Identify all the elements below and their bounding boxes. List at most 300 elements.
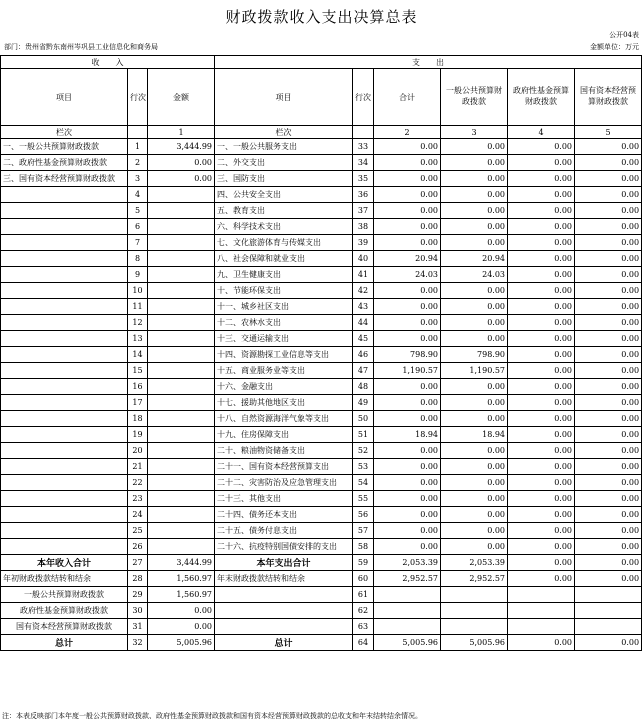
total-amount-cell: 0.00 [374, 443, 441, 459]
gov-fund-amount-cell: 0.00 [508, 251, 575, 267]
income-item-cell [1, 219, 128, 235]
table-row [1, 523, 642, 539]
gov-fund-amount-cell [508, 619, 575, 635]
general-budget-amount-cell [441, 619, 508, 635]
income-item-cell: 年初财政拨款结转和结余 [1, 571, 128, 587]
income-amount-cell: 0.00 [148, 603, 215, 619]
col-expense-item: 项目 [215, 69, 353, 126]
table-row [1, 315, 642, 331]
gov-fund-amount-cell: 0.00 [508, 411, 575, 427]
table-row [1, 555, 642, 571]
expense-line-cell: 53 [353, 459, 374, 475]
table-row [1, 299, 642, 315]
income-amount-cell [148, 315, 215, 331]
soe-budget-amount-cell: 0.00 [575, 347, 642, 363]
expense-line-cell: 45 [353, 331, 374, 347]
table-row [1, 155, 642, 171]
gov-fund-amount-cell: 0.00 [508, 523, 575, 539]
gov-fund-amount-cell: 0.00 [508, 635, 575, 651]
soe-budget-amount-cell: 0.00 [575, 555, 642, 571]
expense-line-cell: 52 [353, 443, 374, 459]
table-row [1, 571, 642, 587]
general-budget-amount-cell: 798.90 [441, 347, 508, 363]
gov-fund-amount-cell: 0.00 [508, 443, 575, 459]
general-budget-amount-cell: 0.00 [441, 459, 508, 475]
table-row [1, 603, 642, 619]
general-budget-amount-cell: 1,190.57 [441, 363, 508, 379]
expense-item-cell: 十九、住房保障支出 [215, 427, 353, 443]
income-line-cell: 25 [128, 523, 148, 539]
total-amount-cell: 0.00 [374, 299, 441, 315]
income-item-cell: 一般公共预算财政拨款 [1, 587, 128, 603]
expense-section-header: 支 出 [215, 56, 642, 69]
total-amount-cell [374, 587, 441, 603]
table-row [1, 203, 642, 219]
soe-budget-amount-cell: 0.00 [575, 315, 642, 331]
expense-line-cell: 38 [353, 219, 374, 235]
soe-budget-amount-cell: 0.00 [575, 363, 642, 379]
soe-budget-amount-cell [575, 603, 642, 619]
expense-line-cell: 39 [353, 235, 374, 251]
income-item-cell [1, 539, 128, 555]
income-amount-cell [148, 203, 215, 219]
income-item-cell [1, 251, 128, 267]
header-row-column-numbers [1, 126, 642, 139]
income-amount-cell [148, 475, 215, 491]
soe-budget-amount-cell: 0.00 [575, 507, 642, 523]
expense-line-cell: 42 [353, 283, 374, 299]
expense-item-cell: 七、文化旅游体育与传媒支出 [215, 235, 353, 251]
general-budget-amount-cell: 0.00 [441, 379, 508, 395]
soe-budget-amount-cell: 0.00 [575, 523, 642, 539]
page-title: 财政拨款收入支出决算总表 [225, 8, 418, 26]
income-line-cell: 28 [128, 571, 148, 587]
income-amount-cell: 3,444.99 [148, 139, 215, 155]
header-row-section [1, 56, 642, 69]
expense-item-cell: 二十、粮油物资储备支出 [215, 443, 353, 459]
budget-table [0, 55, 642, 651]
income-item-cell [1, 459, 128, 475]
total-amount-cell: 2,053.39 [374, 555, 441, 571]
income-item-cell [1, 187, 128, 203]
income-amount-cell [148, 363, 215, 379]
table-row [1, 475, 642, 491]
total-amount-cell: 0.00 [374, 459, 441, 475]
income-item-cell: 国有资本经营预算财政拨款 [1, 619, 128, 635]
soe-budget-amount-cell: 0.00 [575, 395, 642, 411]
expense-line-cell: 58 [353, 539, 374, 555]
table-row [1, 491, 642, 507]
total-amount-cell: 5,005.96 [374, 635, 441, 651]
col-total: 合计 [374, 69, 441, 126]
income-amount-cell: 3,444.99 [148, 555, 215, 571]
form-code: 公开04表 [609, 31, 639, 39]
col-income-amount: 金额 [148, 69, 215, 126]
gov-fund-amount-cell: 0.00 [508, 427, 575, 443]
income-amount-cell [148, 427, 215, 443]
expense-item-cell: 十四、资源勘探工业信息等支出 [215, 347, 353, 363]
total-amount-cell: 0.00 [374, 139, 441, 155]
income-item-cell [1, 203, 128, 219]
expense-line-cell: 44 [353, 315, 374, 331]
income-amount-cell [148, 523, 215, 539]
total-amount-cell: 0.00 [374, 155, 441, 171]
expense-line-cell: 34 [353, 155, 374, 171]
income-item-cell [1, 363, 128, 379]
general-budget-amount-cell: 0.00 [441, 235, 508, 251]
income-item-cell: 二、政府性基金预算财政拨款 [1, 155, 128, 171]
income-line-cell: 1 [128, 139, 148, 155]
soe-budget-amount-cell: 0.00 [575, 459, 642, 475]
soe-budget-amount-cell: 0.00 [575, 475, 642, 491]
gov-fund-amount-cell: 0.00 [508, 155, 575, 171]
income-amount-cell: 0.00 [148, 619, 215, 635]
table-row [1, 251, 642, 267]
gov-fund-amount-cell: 0.00 [508, 203, 575, 219]
table-row [1, 187, 642, 203]
gov-fund-amount-cell: 0.00 [508, 347, 575, 363]
income-amount-cell [148, 299, 215, 315]
income-line-cell: 32 [128, 635, 148, 651]
soe-budget-amount-cell: 0.00 [575, 187, 642, 203]
col-gov-fund: 政府性基金预算财政拨款 [508, 69, 575, 126]
footnote: 注：本表反映部门本年度一般公共预算财政拨款、政府性基金预算财政拨款和国有资本经营预算财政拨款的总收支和年末结转结余情况。 [2, 712, 422, 720]
expense-item-cell: 六、科学技术支出 [215, 219, 353, 235]
income-amount-cell [148, 251, 215, 267]
col-income-item: 项目 [1, 69, 128, 126]
income-amount-cell [148, 395, 215, 411]
soe-budget-amount-cell: 0.00 [575, 571, 642, 587]
income-amount-cell [148, 539, 215, 555]
total-amount-cell: 0.00 [374, 491, 441, 507]
expense-line-cell: 47 [353, 363, 374, 379]
col-number-2: 2 [374, 126, 441, 139]
expense-line-cell: 40 [353, 251, 374, 267]
total-amount-cell: 0.00 [374, 315, 441, 331]
total-amount-cell: 24.03 [374, 267, 441, 283]
expense-item-cell: 九、卫生健康支出 [215, 267, 353, 283]
expense-line-cell: 37 [353, 203, 374, 219]
income-item-cell: 政府性基金预算财政拨款 [1, 603, 128, 619]
total-amount-cell: 18.94 [374, 427, 441, 443]
expense-line-cell: 35 [353, 171, 374, 187]
gov-fund-amount-cell: 0.00 [508, 379, 575, 395]
table-row [1, 427, 642, 443]
income-section-header: 收 入 [1, 56, 215, 69]
unit-label: 金额单位：万元 [590, 43, 639, 51]
income-line-cell: 4 [128, 187, 148, 203]
table-row [1, 619, 642, 635]
income-amount-cell: 1,560.97 [148, 587, 215, 603]
income-amount-cell [148, 411, 215, 427]
income-item-cell: 一、一般公共预算财政拨款 [1, 139, 128, 155]
col-number-1: 1 [148, 126, 215, 139]
income-line-cell: 2 [128, 155, 148, 171]
soe-budget-amount-cell: 0.00 [575, 331, 642, 347]
income-line-cell: 27 [128, 555, 148, 571]
expense-line-cell: 41 [353, 267, 374, 283]
expense-item-cell: 二十五、债务付息支出 [215, 523, 353, 539]
soe-budget-amount-cell: 0.00 [575, 219, 642, 235]
general-budget-amount-cell: 2,952.57 [441, 571, 508, 587]
income-line-cell: 20 [128, 443, 148, 459]
income-amount-cell [148, 347, 215, 363]
income-amount-cell [148, 459, 215, 475]
income-line-cell: 6 [128, 219, 148, 235]
table-row [1, 363, 642, 379]
total-amount-cell: 798.90 [374, 347, 441, 363]
total-amount-cell: 0.00 [374, 171, 441, 187]
table-row [1, 219, 642, 235]
gov-fund-amount-cell: 0.00 [508, 331, 575, 347]
gov-fund-amount-cell: 0.00 [508, 283, 575, 299]
income-amount-cell [148, 219, 215, 235]
total-amount-cell: 0.00 [374, 187, 441, 203]
total-amount-cell: 0.00 [374, 539, 441, 555]
soe-budget-amount-cell: 0.00 [575, 235, 642, 251]
general-budget-amount-cell: 18.94 [441, 427, 508, 443]
income-amount-cell [148, 235, 215, 251]
income-amount-cell [148, 491, 215, 507]
col-number-4: 4 [508, 126, 575, 139]
expense-line-cell: 56 [353, 507, 374, 523]
expense-item-cell: 二、外交支出 [215, 155, 353, 171]
gov-fund-amount-cell: 0.00 [508, 491, 575, 507]
col-expense-line: 行次 [353, 69, 374, 126]
income-item-cell [1, 267, 128, 283]
general-budget-amount-cell: 0.00 [441, 507, 508, 523]
expense-item-cell: 一、一般公共服务支出 [215, 139, 353, 155]
table-row [1, 459, 642, 475]
expense-line-cell: 49 [353, 395, 374, 411]
soe-budget-amount-cell: 0.00 [575, 171, 642, 187]
table-row [1, 379, 642, 395]
income-item-cell [1, 315, 128, 331]
income-line-cell: 16 [128, 379, 148, 395]
table-row [1, 587, 642, 603]
total-amount-cell: 0.00 [374, 507, 441, 523]
income-line-cell: 10 [128, 283, 148, 299]
income-item-cell [1, 395, 128, 411]
income-line-cell: 19 [128, 427, 148, 443]
general-budget-amount-cell: 0.00 [441, 443, 508, 459]
total-amount-cell: 0.00 [374, 235, 441, 251]
income-line-cell: 23 [128, 491, 148, 507]
department-label: 部门：贵州省黔东南州岑巩县工业信息化和商务局 [4, 43, 158, 51]
soe-budget-amount-cell: 0.00 [575, 139, 642, 155]
income-line-cell: 29 [128, 587, 148, 603]
general-budget-amount-cell: 0.00 [441, 475, 508, 491]
income-amount-cell [148, 283, 215, 299]
income-line-cell: 3 [128, 171, 148, 187]
expense-item-cell: 五、教育支出 [215, 203, 353, 219]
gov-fund-amount-cell: 0.00 [508, 315, 575, 331]
table-row [1, 507, 642, 523]
col-income-line: 行次 [128, 69, 148, 126]
general-budget-amount-cell: 0.00 [441, 411, 508, 427]
general-budget-amount-cell: 0.00 [441, 491, 508, 507]
income-line-cell: 9 [128, 267, 148, 283]
gov-fund-amount-cell: 0.00 [508, 267, 575, 283]
gov-fund-amount-cell: 0.00 [508, 187, 575, 203]
expense-line-cell: 43 [353, 299, 374, 315]
general-budget-amount-cell: 0.00 [441, 283, 508, 299]
income-item-cell [1, 379, 128, 395]
table-row [1, 395, 642, 411]
soe-budget-amount-cell: 0.00 [575, 443, 642, 459]
income-amount-cell [148, 443, 215, 459]
expense-line-cell: 46 [353, 347, 374, 363]
income-line-cell: 5 [128, 203, 148, 219]
income-item-cell [1, 331, 128, 347]
gov-fund-amount-cell: 0.00 [508, 475, 575, 491]
gov-fund-amount-cell [508, 603, 575, 619]
general-budget-amount-cell: 0.00 [441, 219, 508, 235]
income-item-cell [1, 491, 128, 507]
gov-fund-amount-cell: 0.00 [508, 571, 575, 587]
total-amount-cell: 0.00 [374, 219, 441, 235]
expense-item-cell: 二十一、国有资本经营预算支出 [215, 459, 353, 475]
soe-budget-amount-cell: 0.00 [575, 427, 642, 443]
total-amount-cell: 0.00 [374, 283, 441, 299]
expense-item-cell: 年末财政拨款结转和结余 [215, 571, 353, 587]
income-amount-cell [148, 331, 215, 347]
gov-fund-amount-cell: 0.00 [508, 139, 575, 155]
expense-item-cell: 四、公共安全支出 [215, 187, 353, 203]
income-item-cell: 本年收入合计 [1, 555, 128, 571]
total-amount-cell: 0.00 [374, 395, 441, 411]
income-line-cell: 15 [128, 363, 148, 379]
table-row [1, 411, 642, 427]
general-budget-amount-cell: 0.00 [441, 315, 508, 331]
income-amount-cell: 1,560.97 [148, 571, 215, 587]
soe-budget-amount-cell: 0.00 [575, 635, 642, 651]
income-item-cell [1, 523, 128, 539]
income-line-cell: 21 [128, 459, 148, 475]
expense-item-cell: 十五、商业服务业等支出 [215, 363, 353, 379]
income-line-cell: 17 [128, 395, 148, 411]
income-line-cell: 24 [128, 507, 148, 523]
expense-item-cell: 八、社会保障和就业支出 [215, 251, 353, 267]
table-row [1, 347, 642, 363]
col-label-expense: 栏次 [215, 126, 353, 139]
expense-item-cell: 二十二、灾害防治及应急管理支出 [215, 475, 353, 491]
soe-budget-amount-cell: 0.00 [575, 411, 642, 427]
income-item-cell: 三、国有资本经营预算财政拨款 [1, 171, 128, 187]
general-budget-amount-cell: 24.03 [441, 267, 508, 283]
general-budget-amount-cell: 0.00 [441, 299, 508, 315]
income-amount-cell [148, 379, 215, 395]
soe-budget-amount-cell: 0.00 [575, 283, 642, 299]
general-budget-amount-cell [441, 587, 508, 603]
income-line-cell: 13 [128, 331, 148, 347]
total-amount-cell [374, 619, 441, 635]
col-general-budget: 一般公共预算财政拨款 [441, 69, 508, 126]
expense-item-cell [215, 587, 353, 603]
total-amount-cell: 0.00 [374, 411, 441, 427]
income-line-cell: 22 [128, 475, 148, 491]
total-amount-cell: 0.00 [374, 379, 441, 395]
table-row [1, 171, 642, 187]
income-item-cell [1, 235, 128, 251]
income-item-cell [1, 411, 128, 427]
income-line-cell: 14 [128, 347, 148, 363]
expense-item-cell: 三、国防支出 [215, 171, 353, 187]
income-line-cell: 11 [128, 299, 148, 315]
expense-line-cell: 60 [353, 571, 374, 587]
total-amount-cell: 2,952.57 [374, 571, 441, 587]
total-amount-cell [374, 603, 441, 619]
expense-item-cell: 二十六、抗疫特别国债安排的支出 [215, 539, 353, 555]
expense-item-cell: 本年支出合计 [215, 555, 353, 571]
expense-line-cell: 48 [353, 379, 374, 395]
income-amount-cell [148, 267, 215, 283]
table-row [1, 635, 642, 651]
table-row [1, 443, 642, 459]
gov-fund-amount-cell: 0.00 [508, 539, 575, 555]
gov-fund-amount-cell: 0.00 [508, 299, 575, 315]
gov-fund-amount-cell: 0.00 [508, 235, 575, 251]
income-amount-cell: 0.00 [148, 171, 215, 187]
general-budget-amount-cell: 0.00 [441, 203, 508, 219]
soe-budget-amount-cell: 0.00 [575, 155, 642, 171]
soe-budget-amount-cell: 0.00 [575, 299, 642, 315]
soe-budget-amount-cell: 0.00 [575, 267, 642, 283]
soe-budget-amount-cell: 0.00 [575, 379, 642, 395]
income-item-cell [1, 475, 128, 491]
expense-item-cell: 十七、援助其他地区支出 [215, 395, 353, 411]
expense-line-cell: 51 [353, 427, 374, 443]
income-item-cell [1, 507, 128, 523]
income-line-cell: 12 [128, 315, 148, 331]
general-budget-amount-cell: 0.00 [441, 523, 508, 539]
income-amount-cell [148, 507, 215, 523]
general-budget-amount-cell: 0.00 [441, 187, 508, 203]
expense-line-cell: 64 [353, 635, 374, 651]
income-line-cell: 7 [128, 235, 148, 251]
gov-fund-amount-cell [508, 587, 575, 603]
total-amount-cell: 20.94 [374, 251, 441, 267]
expense-line-cell: 36 [353, 187, 374, 203]
expense-line-cell: 33 [353, 139, 374, 155]
col-label-income: 栏次 [1, 126, 128, 139]
general-budget-amount-cell: 20.94 [441, 251, 508, 267]
expense-item-cell: 十一、城乡社区支出 [215, 299, 353, 315]
expense-item-cell: 十六、金融支出 [215, 379, 353, 395]
table-row [1, 331, 642, 347]
expense-item-cell: 十二、农林水支出 [215, 315, 353, 331]
expense-item-cell: 十三、交通运输支出 [215, 331, 353, 347]
table-row [1, 139, 642, 155]
soe-budget-amount-cell: 0.00 [575, 251, 642, 267]
table-row [1, 235, 642, 251]
gov-fund-amount-cell: 0.00 [508, 459, 575, 475]
income-amount-cell: 5,005.96 [148, 635, 215, 651]
col-soe-budget: 国有资本经营预算财政拨款 [575, 69, 642, 126]
col-number-3: 3 [441, 126, 508, 139]
soe-budget-amount-cell: 0.00 [575, 539, 642, 555]
income-line-cell: 26 [128, 539, 148, 555]
gov-fund-amount-cell: 0.00 [508, 363, 575, 379]
total-amount-cell: 0.00 [374, 475, 441, 491]
income-line-cell: 8 [128, 251, 148, 267]
gov-fund-amount-cell: 0.00 [508, 507, 575, 523]
gov-fund-amount-cell: 0.00 [508, 219, 575, 235]
expense-item-cell: 总计 [215, 635, 353, 651]
total-amount-cell: 0.00 [374, 523, 441, 539]
income-item-cell [1, 427, 128, 443]
soe-budget-amount-cell: 0.00 [575, 203, 642, 219]
